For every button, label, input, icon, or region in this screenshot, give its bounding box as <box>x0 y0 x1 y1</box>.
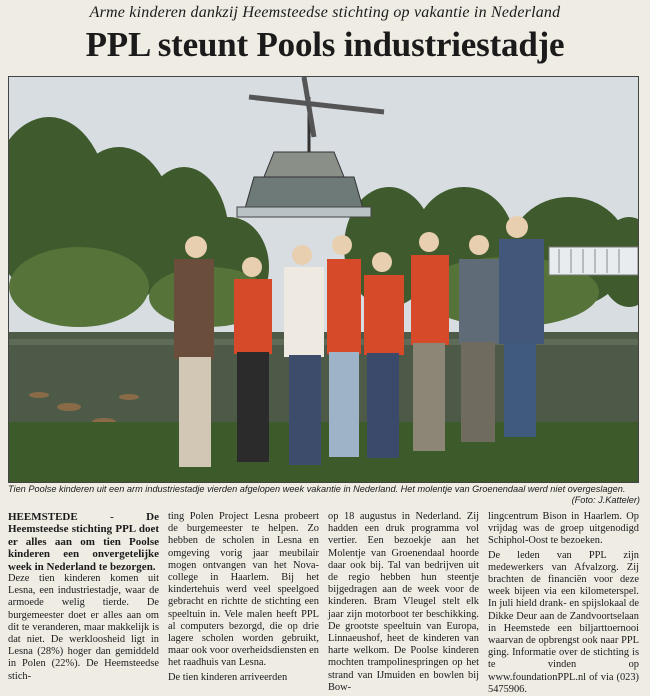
article-column-2 <box>168 511 319 689</box>
lead-paragraph: HEEMSTEDE - De Heemsteedse stichting PPL doet er alles aan om tien Poolse kinderen een onvergetelijke week in Nederland te bezorgen. <box>8 511 159 573</box>
caption-text: Tien Poolse kinderen uit een arm industriestadje vierden afgelopen week vakantie in Nederland. Het molentje van Groenendaal werd niet overgeslagen. <box>8 484 626 494</box>
headline: PPL steunt Pools industriestadje <box>85 25 565 64</box>
paragraph: op 18 augustus in Nederland. Zij hadden een druk programma vol vertier. Een bezoekje aan het Molentje van Groenendaal hoorde daar ook bij. Tal van bedrijven uit de regio hebben hun steentje bijgedragen aan de week voor de kinderen. Bram Vleugel stelt elk jaar zijn motorboot ter beschikking. De grootste speeltuin van Europa, Linnaeushof, heet de kinderen van harte welkom. De Poolse kinderen mochten trampolinespringen op het strand van IJmuiden en bowlen bij Bow- <box>328 511 479 693</box>
article-column-4 <box>488 511 639 695</box>
paragraph: lingcentrum Bison in Haarlem. Op vrijdag was de groep uitgenodigd Schiphol-Oost te bezoeken. <box>488 511 639 547</box>
paragraph: ting Polen Project Lesna probeert de burgemeester te helpen. Zo hebben de scholen in Lesna en omgeving vorig jaar meubilair mogen ontvangen van het Nova-college in Haarlem. Bij het kindertehuis werd veel speelgoed gebracht en richtte de stichting een speeltuin in. Vele malen heeft PPL al computers bezorgd, die op drie lagere scholen worden gebruikt, maar ook voor overheidsdiensten en het raadhuis van Lesna. <box>168 511 319 669</box>
kicker-line: Arme kinderen dankzij Heemsteedse stichting op vakantie in Nederland <box>89 4 561 21</box>
paragraph: De tien kinderen arriveerden <box>168 671 288 683</box>
paragraph: Deze tien kinderen komen uit Lesna, een industriestadje, waar de armoede welig tierde. De burgemeester doet er alles aan om dit te veranderen, maar makkelijk is dat niet. De werkloosheid ligt in Lesna (28%) hoger dan gemiddeld in Polen (22%). De Heemsteedse stich- <box>8 573 159 682</box>
paragraph: De leden van PPL zijn medewerkers van Afvalzorg. Zij brachten de financiën voor deze week bijeen via een kilometerspel. In juli hield drank- en spijslokaal de Dikke Deur aan de Zandvoortselaan in Heemstede een biljarttoernooi waarvan de opbrengst ook naar PPL ging. Informatie over de stichting is te vinden op www.foundationPPL.nl of via (023) 5475906. <box>488 549 639 695</box>
article-body <box>8 511 640 695</box>
photo-caption <box>8 484 640 505</box>
article-photo <box>8 76 639 483</box>
photo-credit: (Foto: J.Katteler) <box>571 495 640 505</box>
article-column-1 <box>8 511 159 689</box>
article-column-3 <box>328 511 479 693</box>
